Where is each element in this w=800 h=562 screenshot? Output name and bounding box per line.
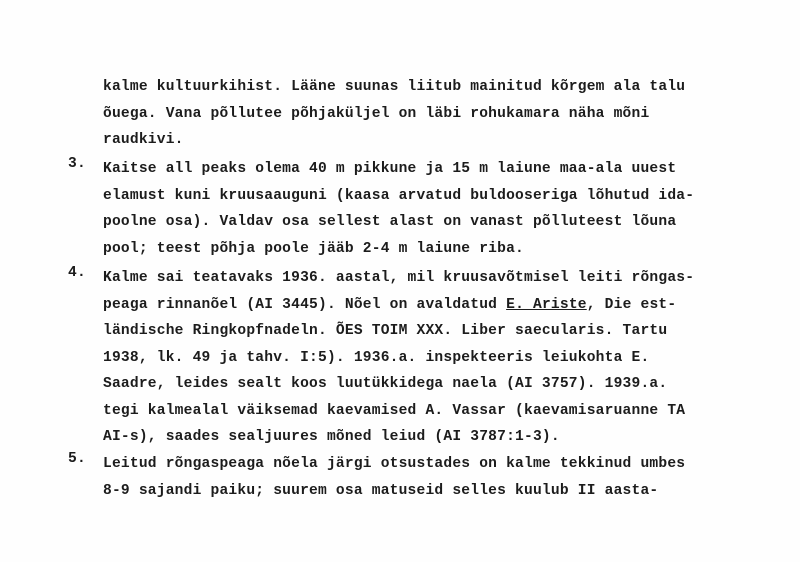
text-line: 1938, lk. 49 ja tahv. I:5). 1936.a. inspekteeris leiukohta E. [103, 349, 650, 366]
text-line: pool; teest põhja poole jääb 2-4 m laiune riba. [103, 240, 525, 257]
paragraph-number: 5. [68, 451, 86, 467]
text-line: kalme kultuurkihist. Lääne suunas liitub mainitud kõrgem ala talu [103, 79, 686, 95]
paragraph-5 [68, 451, 763, 504]
underlined-author-name: E. Ariste [506, 296, 587, 313]
text-line: Leitud rõngaspeaga nõela järgi otsustades on kalme tekkinud umbes [103, 456, 686, 472]
text-segment: , Die est- [586, 296, 677, 313]
text-line: ländische Ringkopfnadeln. ÕES TOIM XXX. Liber saecularis. Tartu [103, 323, 668, 339]
text-line: Saadre, leides sealt koos luutükkidega naela (AI 3757). 1939.a. [103, 376, 668, 392]
paragraph-3 [68, 156, 763, 262]
text-line: 8-9 sajandi paiku; suurem osa matuseid selles kuulub II aasta- [103, 482, 659, 499]
text-line: raudkivi. [103, 132, 184, 148]
text-line: Kaitse all peaks olema 40 m pikkune ja 15 m laiune maa-ala uuest [103, 161, 677, 177]
text-line: Kalme sai teatavaks 1936. aastal, mil kruusavõtmisel leiti rõngas- [103, 270, 695, 286]
text-segment: peaga rinnanõel (AI 3445). Nõel on avaldatud [103, 296, 507, 313]
text-line: poolne osa). Valdav osa sellest alast on vanast põlluteest lõuna [103, 214, 677, 230]
paragraph-4 [68, 265, 763, 451]
text-line: elamust kuni kruusaauguni (kaasa arvatud buldooseriga lõhutud ida- [103, 187, 695, 204]
text-line: õuega. Vana põllutee põhjaküljel on läbi rohukamara näha mõni [103, 105, 650, 122]
paragraph-number: 3. [68, 156, 86, 172]
text-line: AI-s), saades sealjuures mõned leiud (AI 3787:1-3). [103, 429, 560, 445]
paragraph-number: 4. [68, 265, 86, 281]
paragraph-continuation [103, 74, 763, 154]
text-line: tegi kalmealal väiksemad kaevamised A. Vassar (kaevamisaruanne TA [103, 402, 686, 419]
text-line [103, 292, 763, 319]
